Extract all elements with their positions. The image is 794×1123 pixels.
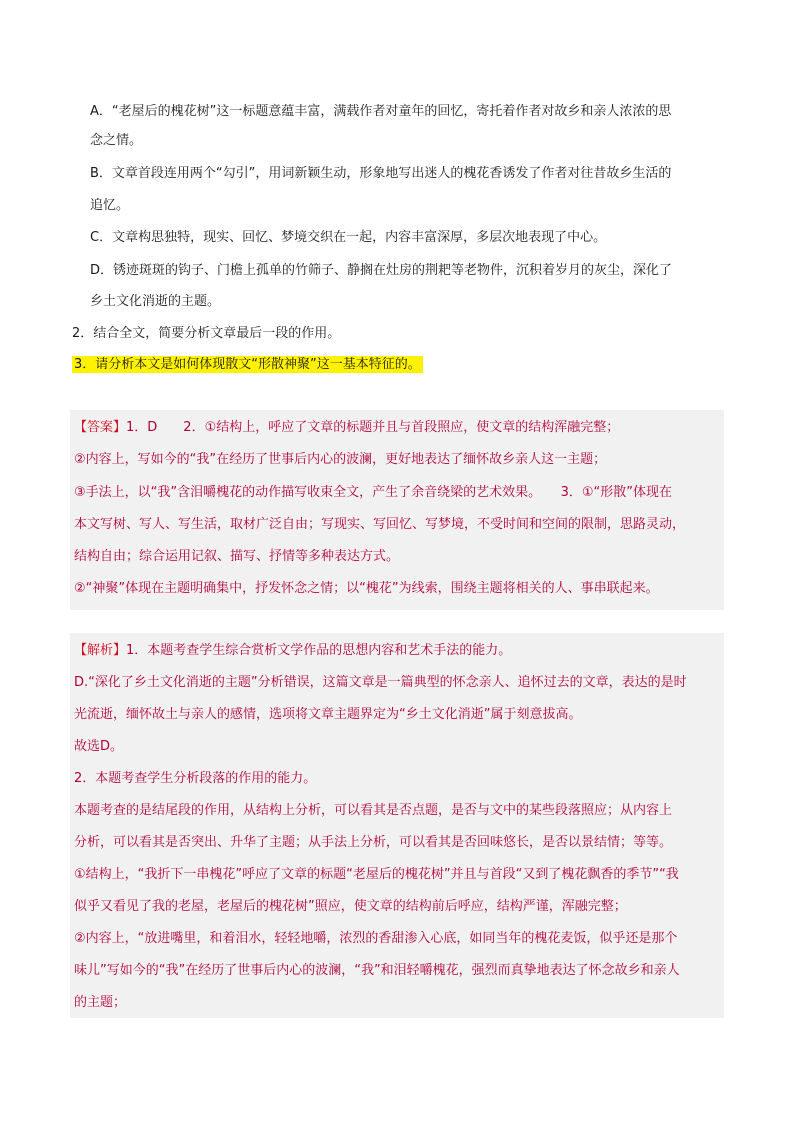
question-3 (72, 357, 423, 373)
question-3-highlight: 3．请分析本文是如何体现散文“形散神聚”这一基本特征的。 (74, 357, 421, 372)
answer-line1 (74, 420, 619, 436)
analysis-line4: 故选D。 (74, 739, 124, 754)
option-a-line1: A．“老屋后的槐花树”这一标题意蕴丰富，满载作者对童年的回忆，寄托着作者对故乡和亲人浓浓的思 (90, 104, 672, 119)
analysis-line3: 光流逝，缅怀故土与亲人的感情，选项将文章主题界定为“乡土文化消逝”属于刻意拔高。 (74, 707, 582, 722)
analysis-line1 (74, 643, 511, 659)
answer-line5: 结构自由；综合运用记叙、描写、抒情等多种表达方式。 (74, 549, 400, 564)
analysis-line10: ②内容上，“放进嘴里，和着泪水，轻轻地嚼，浓烈的香甜渗入心底，如同当年的槐花麦饭，似乎还是那个 (74, 931, 678, 946)
analysis-line5: 2．本题考查学生分析段落的作用的能力。 (74, 771, 317, 786)
analysis-line2: D.“深化了乡土文化消逝的主题”分析错误，这篇文章是一篇典型的怀念亲人、追怀过去的文章，表达的是时 (74, 675, 687, 690)
analysis-line11: 味儿”写如今的“我”在经历了世事后内心的波澜，“我”和泪轻嚼槐花，强烈而真挚地表达了怀念故乡和亲人 (74, 963, 680, 978)
option-b-line2: 追忆。 (90, 198, 130, 213)
analysis-line8: ①结构上，“我折下一串槐花”呼应了文章的标题“老屋后的槐花树”并且与首段“又到了槐花飘香的季节”“我 (74, 867, 679, 882)
analysis-line12: 的主题； (74, 995, 127, 1010)
question-2: 2．结合全文，简要分析文章最后一段的作用。 (72, 326, 341, 341)
analysis-text-1: 1．本题考查学生综合赏析文学作品的思想内容和艺术手法的能力。 (126, 643, 512, 658)
option-d-line1: D．锈迹斑斑的钩子、门檐上孤单的竹筛子、静搁在灶房的荆耙等老物件，沉积着岁月的灰尘，深化了 (90, 263, 673, 278)
option-b-line1: B．文章首段连用两个“勾引”，用词新颖生动，形象地写出迷人的槐花香诱发了作者对往昔故乡生活的 (90, 166, 672, 181)
answer-line4: 本文写树、写人、写生活，取材广泛自由；写现实、写回忆、写梦境，不受时间和空间的限制，思路灵动， (74, 517, 686, 532)
answer-text-1: 1．D 2．①结构上，呼应了文章的标题并且与首段照应，使文章的结构浑融完整； (126, 420, 620, 435)
answer-label: 【答案】 (74, 420, 127, 435)
answer-line2: ②内容上，写如今的“我”在经历了世事后内心的波澜，更好地表达了缅怀故乡亲人这一主题； (74, 452, 607, 467)
analysis-line7: 分析，可以看其是否突出、升华了主题；从手法上分析，可以看其是否回味悠长，是否以景结情；等等。 (74, 835, 673, 850)
option-c-line1: C．文章构思独特，现实、回忆、梦境交织在一起，内容丰富深厚，多层次地表现了中心。 (90, 230, 607, 245)
option-a-line2: 念之情。 (90, 133, 143, 148)
analysis-line9: 似乎又看见了我的老屋，老屋后的槐花树”照应，使文章的结构前后呼应，结构严谨，浑融完整； (74, 899, 627, 914)
analysis-line6: 本题考查的是结尾段的作用，从结构上分析，可以看其是否点题，是否与文中的某些段落照应；从内容上 (74, 803, 673, 818)
analysis-label: 【解析】 (74, 643, 127, 658)
option-d-line2: 乡土文化消逝的主题。 (90, 294, 221, 309)
answer-line3: ③手法上，以“我”含泪嚼槐花的动作描写收束全文，产生了余音绕梁的艺术效果。 3．①“形散”体现在 (74, 485, 673, 500)
answer-line6: ②“神聚”体现在主题明确集中，抒发怀念之情；以“槐花”为线索，围绕主题将相关的人、事串联起来。 (74, 581, 659, 596)
answer-box (70, 410, 724, 610)
